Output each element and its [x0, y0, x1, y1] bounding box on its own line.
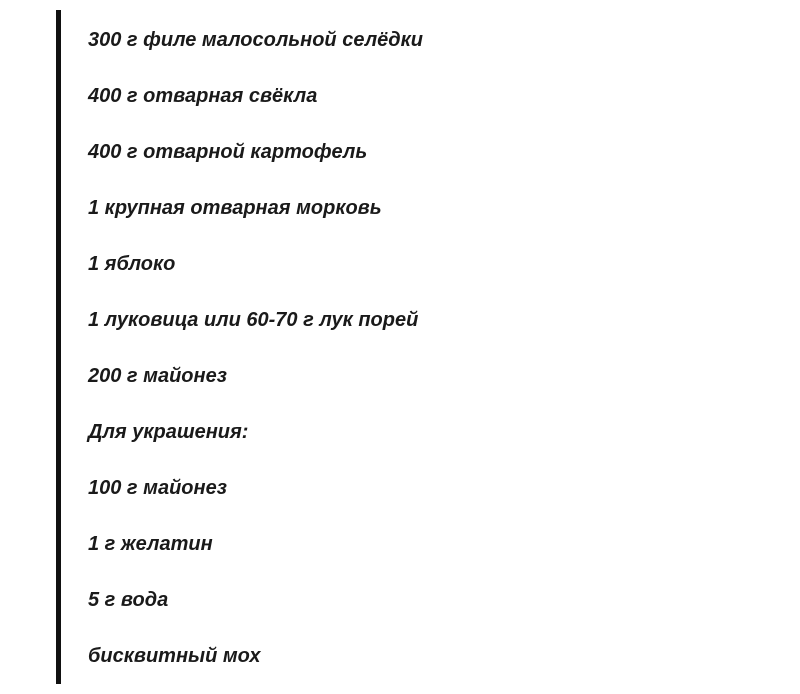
ingredient-item: 5 г вода [88, 589, 169, 611]
ingredient-item: 1 луковица или 60-70 г лук порей [88, 309, 419, 331]
ingredient-item: 200 г майонез [88, 365, 227, 387]
ingredient-item: 300 г филе малосольной селёдки [88, 29, 423, 51]
ingredient-item: 400 г отварная свёкла [88, 85, 318, 107]
ingredient-item: 1 г желатин [88, 533, 213, 555]
ingredient-item: 400 г отварной картофель [88, 141, 368, 163]
decoration-heading: Для украшения: [88, 421, 249, 443]
ingredient-item: бисквитный мох [88, 645, 261, 667]
quote-bar [56, 10, 61, 684]
ingredient-item: 1 яблоко [88, 253, 176, 275]
ingredient-item: 100 г майонез [88, 477, 227, 499]
ingredient-item: 1 крупная отварная морковь [88, 197, 382, 219]
ingredient-list [88, 22, 423, 694]
